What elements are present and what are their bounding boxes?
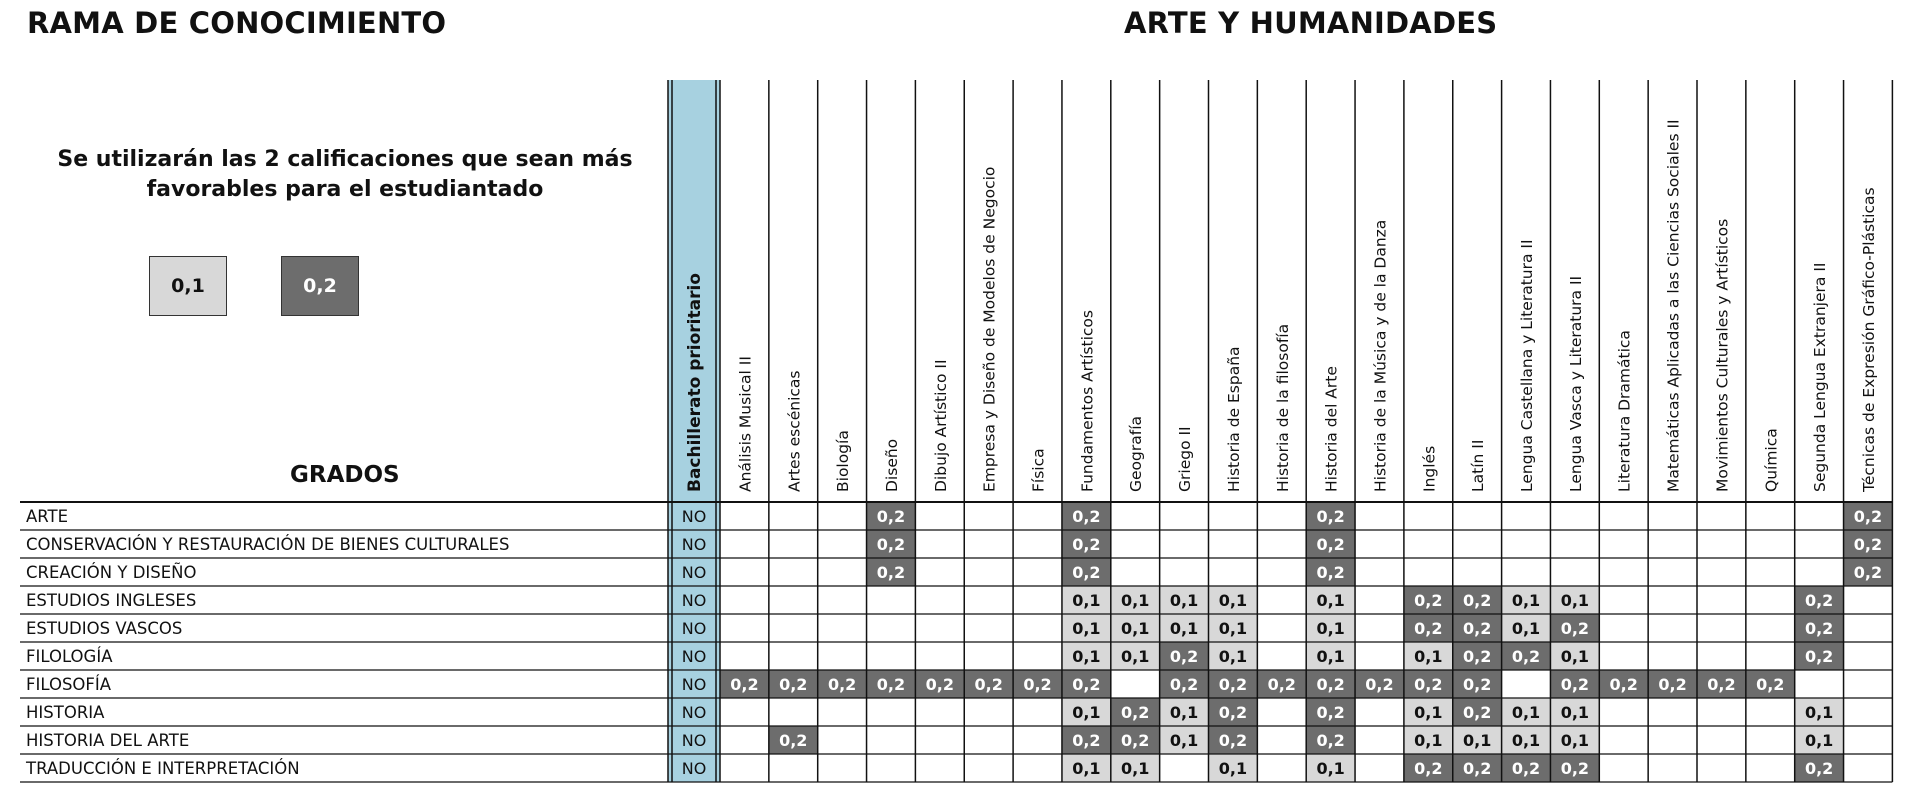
subject-header: Inglés [1420, 445, 1439, 492]
subject-header: Física [1029, 448, 1048, 492]
weight-value: 0,2 [1463, 703, 1492, 722]
degree-name: TRADUCCIÓN E INTERPRETACIÓN [26, 759, 300, 778]
weight-value: 0,1 [1218, 591, 1248, 610]
weight-value: 0,2 [1414, 759, 1443, 778]
priority-header: Bachillerato prioritario [685, 273, 705, 492]
weight-value: 0,2 [1804, 619, 1834, 638]
weight-value: 0,1 [1121, 759, 1150, 778]
subject-header: Griego II [1176, 426, 1195, 492]
subject-header: Matemáticas Aplicadas a las Ciencias Sociales II [1664, 119, 1683, 492]
subject-header: Latín II [1469, 439, 1488, 492]
weight-value: 0,2 [1804, 647, 1834, 666]
weight-value: 0,1 [1218, 619, 1248, 638]
weight-value: 0,2 [1511, 647, 1541, 666]
weight-value: 0,2 [1218, 731, 1248, 750]
weight-value: 0,1 [1511, 619, 1541, 638]
subject-header: Historia del Arte [1322, 366, 1341, 492]
subject-header: Diseño [882, 438, 901, 492]
weight-value: 0,1 [1072, 703, 1101, 722]
branch-label: RAMA DE CONOCIMIENTO [27, 6, 447, 40]
subject-header: Historia de la Música y de la Danza [1371, 219, 1390, 492]
subject-header: Dibujo Artístico II [931, 359, 950, 492]
subject-header: Movimientos Culturales y Artísticos [1713, 218, 1732, 492]
priority-value: NO [681, 507, 707, 526]
weight-value: 0,2 [876, 675, 906, 694]
degree-name: CONSERVACIÓN Y RESTAURACIÓN DE BIENES CULTURALES [26, 535, 510, 554]
weight-value: 0,2 [876, 535, 906, 554]
priority-value: NO [681, 563, 707, 582]
weight-value: 0,1 [1121, 647, 1150, 666]
weight-value: 0,1 [1169, 731, 1199, 750]
degree-name: ESTUDIOS INGLESES [26, 591, 197, 610]
weight-value: 0,2 [1316, 675, 1345, 694]
weight-value: 0,1 [1169, 703, 1199, 722]
subject-header: Lengua Vasca y Literatura II [1566, 275, 1585, 492]
weight-value: 0,2 [1560, 619, 1590, 638]
weight-value: 0,2 [1072, 731, 1101, 750]
weight-value: 0,1 [1463, 731, 1492, 750]
branch-name: ARTE Y HUMANIDADES [1124, 6, 1498, 40]
weight-value: 0,2 [1853, 507, 1883, 526]
weight-value: 0,2 [1072, 563, 1101, 582]
weight-value: 0,2 [925, 675, 954, 694]
weight-value: 0,2 [1267, 675, 1296, 694]
weight-value: 0,1 [1316, 591, 1345, 610]
weight-value: 0,1 [1804, 731, 1834, 750]
weight-value: 0,1 [1560, 647, 1590, 666]
weight-value: 0,1 [1511, 703, 1541, 722]
subject-header: Química [1762, 428, 1781, 492]
weight-value: 0,2 [1853, 535, 1883, 554]
priority-value: NO [681, 591, 707, 610]
subject-header: Fundamentos Artísticos [1078, 310, 1097, 492]
priority-value: NO [681, 535, 707, 554]
weight-value: 0,1 [1072, 591, 1101, 610]
subject-header: Biología [834, 430, 853, 492]
weight-value: 0,2 [1121, 703, 1150, 722]
weight-value: 0,2 [1658, 675, 1687, 694]
weight-value: 0,1 [1414, 647, 1443, 666]
weight-value: 0,1 [1169, 591, 1199, 610]
weight-value: 0,2 [1414, 675, 1443, 694]
weight-value: 0,2 [730, 675, 759, 694]
subject-header: Lengua Castellana y Literatura II [1518, 239, 1537, 492]
weight-value: 0,1 [1121, 619, 1150, 638]
weight-value: 0,1 [1560, 731, 1590, 750]
degree-name: FILOLOGÍA [26, 647, 113, 666]
legend-high: 0,2 [281, 256, 359, 316]
weight-value: 0,2 [1072, 675, 1101, 694]
weight-value: 0,2 [974, 675, 1003, 694]
weight-value: 0,1 [1218, 647, 1248, 666]
weight-value: 0,2 [1463, 759, 1492, 778]
weight-value: 0,2 [1463, 619, 1492, 638]
subject-header: Historia de la filosofía [1273, 323, 1292, 492]
weight-value: 0,2 [1804, 591, 1834, 610]
degree-name: FILOSOFÍA [26, 675, 112, 694]
weight-value: 0,2 [1365, 675, 1394, 694]
weight-value: 0,2 [1316, 731, 1345, 750]
priority-value: NO [681, 759, 707, 778]
weight-value: 0,2 [1169, 647, 1199, 666]
weight-value: 0,2 [1023, 675, 1052, 694]
note-line-1: Se utilizarán las 2 calificaciones que sean más [57, 147, 633, 172]
degree-name: CREACIÓN Y DISEÑO [26, 563, 197, 582]
subject-header: Técnicas de Expresión Gráfico-Plásticas [1859, 187, 1878, 492]
degree-name: ARTE [26, 507, 69, 526]
weight-value: 0,2 [876, 507, 906, 526]
weight-value: 0,2 [827, 675, 857, 694]
weight-value: 0,1 [1511, 731, 1541, 750]
degree-name: HISTORIA DEL ARTE [26, 731, 190, 750]
priority-value: NO [681, 619, 707, 638]
weight-value: 0,1 [1072, 647, 1101, 666]
weight-value: 0,2 [1511, 759, 1541, 778]
priority-value: NO [681, 647, 707, 666]
subject-header: Artes escénicas [785, 370, 804, 492]
weight-value: 0,2 [1756, 675, 1785, 694]
note-line-2: favorables para el estudiantado [146, 177, 544, 202]
weight-value: 0,1 [1218, 759, 1248, 778]
weight-value: 0,2 [1463, 591, 1492, 610]
priority-value: NO [681, 675, 707, 694]
subject-header: Historia de España [1224, 346, 1243, 492]
subject-header: Segunda Lengua Extranjera II [1811, 262, 1830, 492]
weight-value: 0,1 [1072, 619, 1101, 638]
degree-name: HISTORIA [26, 703, 105, 722]
legend-low: 0,1 [149, 256, 227, 316]
weight-value: 0,2 [1414, 591, 1443, 610]
weight-value: 0,2 [1463, 647, 1492, 666]
weight-value: 0,2 [1316, 703, 1345, 722]
weight-value: 0,1 [1414, 703, 1443, 722]
weight-value: 0,2 [1609, 675, 1638, 694]
weight-value: 0,1 [1560, 703, 1590, 722]
subject-header: Literatura Dramática [1615, 330, 1634, 492]
priority-value: NO [681, 703, 707, 722]
weight-value: 0,1 [1414, 731, 1443, 750]
weight-value: 0,1 [1511, 591, 1541, 610]
weight-value: 0,2 [779, 731, 808, 750]
weight-value: 0,1 [1804, 703, 1834, 722]
weight-value: 0,2 [876, 563, 906, 582]
weight-value: 0,1 [1560, 591, 1590, 610]
weight-value: 0,1 [1072, 759, 1101, 778]
weight-value: 0,2 [1316, 507, 1345, 526]
subject-header: Análisis Musical II [736, 356, 755, 492]
degree-name: ESTUDIOS VASCOS [26, 619, 183, 638]
weight-value: 0,2 [1169, 675, 1199, 694]
weight-value: 0,1 [1316, 647, 1345, 666]
grados-label: GRADOS [290, 462, 400, 488]
weight-value: 0,1 [1316, 619, 1345, 638]
weight-value: 0,2 [1316, 535, 1345, 554]
subject-header: Empresa y Diseño de Modelos de Negocio [980, 166, 999, 492]
weight-value: 0,2 [1707, 675, 1736, 694]
weight-value: 0,2 [1121, 731, 1150, 750]
weight-value: 0,1 [1169, 619, 1199, 638]
weight-value: 0,1 [1316, 759, 1345, 778]
weight-value: 0,1 [1121, 591, 1150, 610]
weight-value: 0,2 [1072, 535, 1101, 554]
weight-value: 0,2 [1560, 675, 1590, 694]
weight-value: 0,2 [1316, 563, 1345, 582]
priority-value: NO [681, 731, 707, 750]
weight-value: 0,2 [1218, 703, 1248, 722]
weight-value: 0,2 [1072, 507, 1101, 526]
weight-value: 0,2 [1463, 675, 1492, 694]
weight-value: 0,2 [1560, 759, 1590, 778]
subject-header: Geografía [1127, 415, 1146, 492]
weight-value: 0,2 [1804, 759, 1834, 778]
weight-value: 0,2 [1853, 563, 1883, 582]
weight-value: 0,2 [1218, 675, 1248, 694]
weight-value: 0,2 [1414, 619, 1443, 638]
weight-value: 0,2 [779, 675, 808, 694]
